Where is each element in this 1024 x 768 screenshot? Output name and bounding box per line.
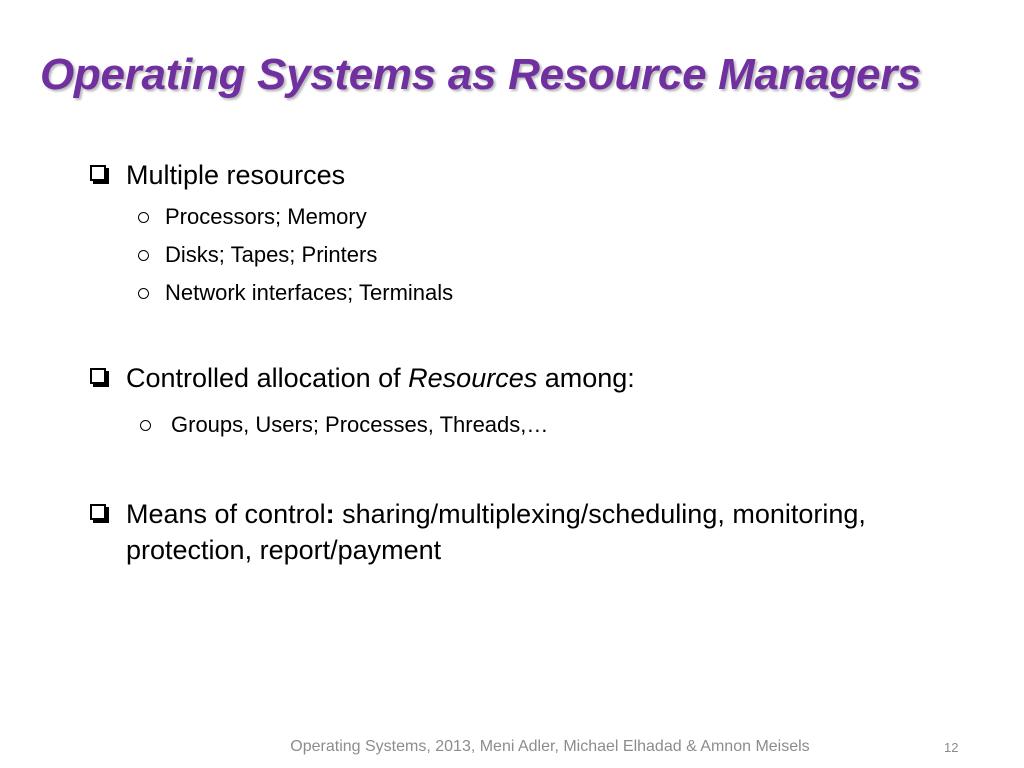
sub-bullet-text: Groups, Users; Processes, Threads,… xyxy=(171,412,549,437)
slide-footer: Operating Systems, 2013, Meni Adler, Michael Elhadad & Amnon Meisels xyxy=(290,738,810,755)
italic-text: Resources xyxy=(408,363,538,393)
sub-bullet-disks xyxy=(138,241,377,269)
sub-bullet-text: Network interfaces; Terminals xyxy=(165,280,454,305)
sub-bullet-groups xyxy=(140,411,548,439)
bold-text: : xyxy=(325,499,335,529)
circle-bullet-icon xyxy=(138,288,149,299)
checkbox-bullet-icon xyxy=(90,165,106,181)
text-part: Controlled allocation of xyxy=(126,363,409,393)
bullet-text xyxy=(126,360,950,396)
circle-bullet-icon xyxy=(138,212,149,223)
bullet-text: Multiple resources xyxy=(126,160,346,190)
checkbox-bullet-icon xyxy=(90,504,106,520)
bullet-controlled-allocation xyxy=(90,360,950,396)
slide-title: Operating Systems as Resource Managers xyxy=(40,50,922,99)
bullet-text xyxy=(126,496,950,568)
page-number: 12 xyxy=(944,740,959,755)
sub-bullet-processors xyxy=(138,203,367,231)
circle-bullet-icon xyxy=(140,420,151,431)
text-part: Means of control xyxy=(126,499,326,529)
bullet-means-of-control xyxy=(90,496,950,568)
text-part: among: xyxy=(537,363,635,393)
bullet-multiple-resources xyxy=(90,157,950,193)
checkbox-bullet-icon xyxy=(90,368,106,384)
sub-bullet-network xyxy=(138,279,453,307)
sub-bullet-text: Disks; Tapes; Printers xyxy=(165,242,378,267)
circle-bullet-icon xyxy=(138,250,149,261)
text-part: sharing/multiplexing/scheduling, monitoring, protection, report/payment xyxy=(126,499,874,565)
sub-bullet-text: Processors; Memory xyxy=(165,204,367,229)
